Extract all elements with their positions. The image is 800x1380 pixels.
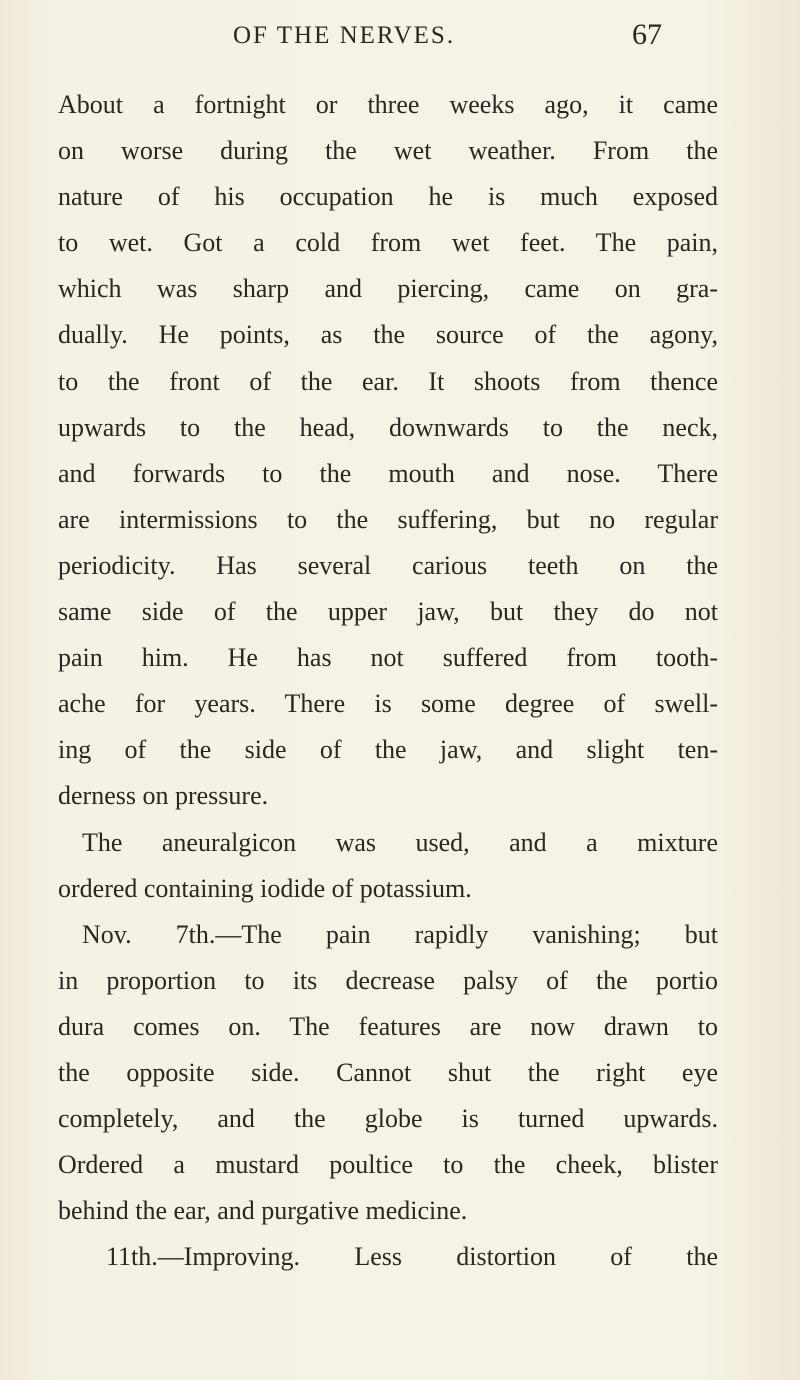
text-line: completely, and the globe is turned upwards. bbox=[58, 1104, 718, 1134]
text-line: ordered containing iodide of potassium. bbox=[58, 873, 472, 903]
text-line: in proportion to its decrease palsy of the portio bbox=[58, 965, 718, 995]
text-line: The aneuralgicon was used, and a mixture bbox=[82, 827, 718, 857]
text-line: behind the ear, and purgative medicine. bbox=[58, 1196, 468, 1226]
text-line: dually. He points, as the source of the agony, bbox=[58, 320, 718, 350]
text-line: Ordered a mustard poultice to the cheek, blister bbox=[58, 1150, 718, 1180]
text-line: same side of the upper jaw, but they do not bbox=[58, 597, 718, 627]
text-line: 11th.—Improving. Less distortion of the bbox=[106, 1242, 718, 1272]
text-line: dura comes on. The features are now drawn to bbox=[58, 1011, 718, 1041]
text-line: pain him. He has not suffered from tooth- bbox=[58, 643, 718, 673]
text-line: ache for years. There is some degree of swell- bbox=[58, 689, 718, 719]
text-line: upwards to the head, downwards to the neck, bbox=[58, 412, 718, 442]
text-line: the opposite side. Cannot shut the right eye bbox=[58, 1057, 718, 1087]
body-text bbox=[58, 82, 718, 1280]
text-line: to the front of the ear. It shoots from thence bbox=[58, 366, 718, 396]
text-line: to wet. Got a cold from wet feet. The pain, bbox=[58, 228, 718, 258]
running-head bbox=[0, 18, 800, 62]
text-line: which was sharp and piercing, came on gra- bbox=[58, 274, 718, 304]
text-line: derness on pressure. bbox=[58, 781, 269, 811]
page-number: 67 bbox=[632, 18, 662, 51]
text-line: ing of the side of the jaw, and slight ten- bbox=[58, 735, 718, 765]
text-line: on worse during the wet weather. From the bbox=[58, 136, 718, 166]
text-line: nature of his occupation he is much exposed bbox=[58, 182, 718, 212]
text-line: periodicity. Has several carious teeth on the bbox=[58, 550, 718, 580]
text-line: are intermissions to the suffering, but no regular bbox=[58, 504, 718, 534]
text-line: About a fortnight or three weeks ago, it came bbox=[58, 90, 718, 119]
text-line: Nov. 7th.—The pain rapidly vanishing; but bbox=[82, 919, 718, 949]
running-head-title: OF THE NERVES. bbox=[233, 22, 456, 49]
text-line: and forwards to the mouth and nose. There bbox=[58, 458, 718, 488]
